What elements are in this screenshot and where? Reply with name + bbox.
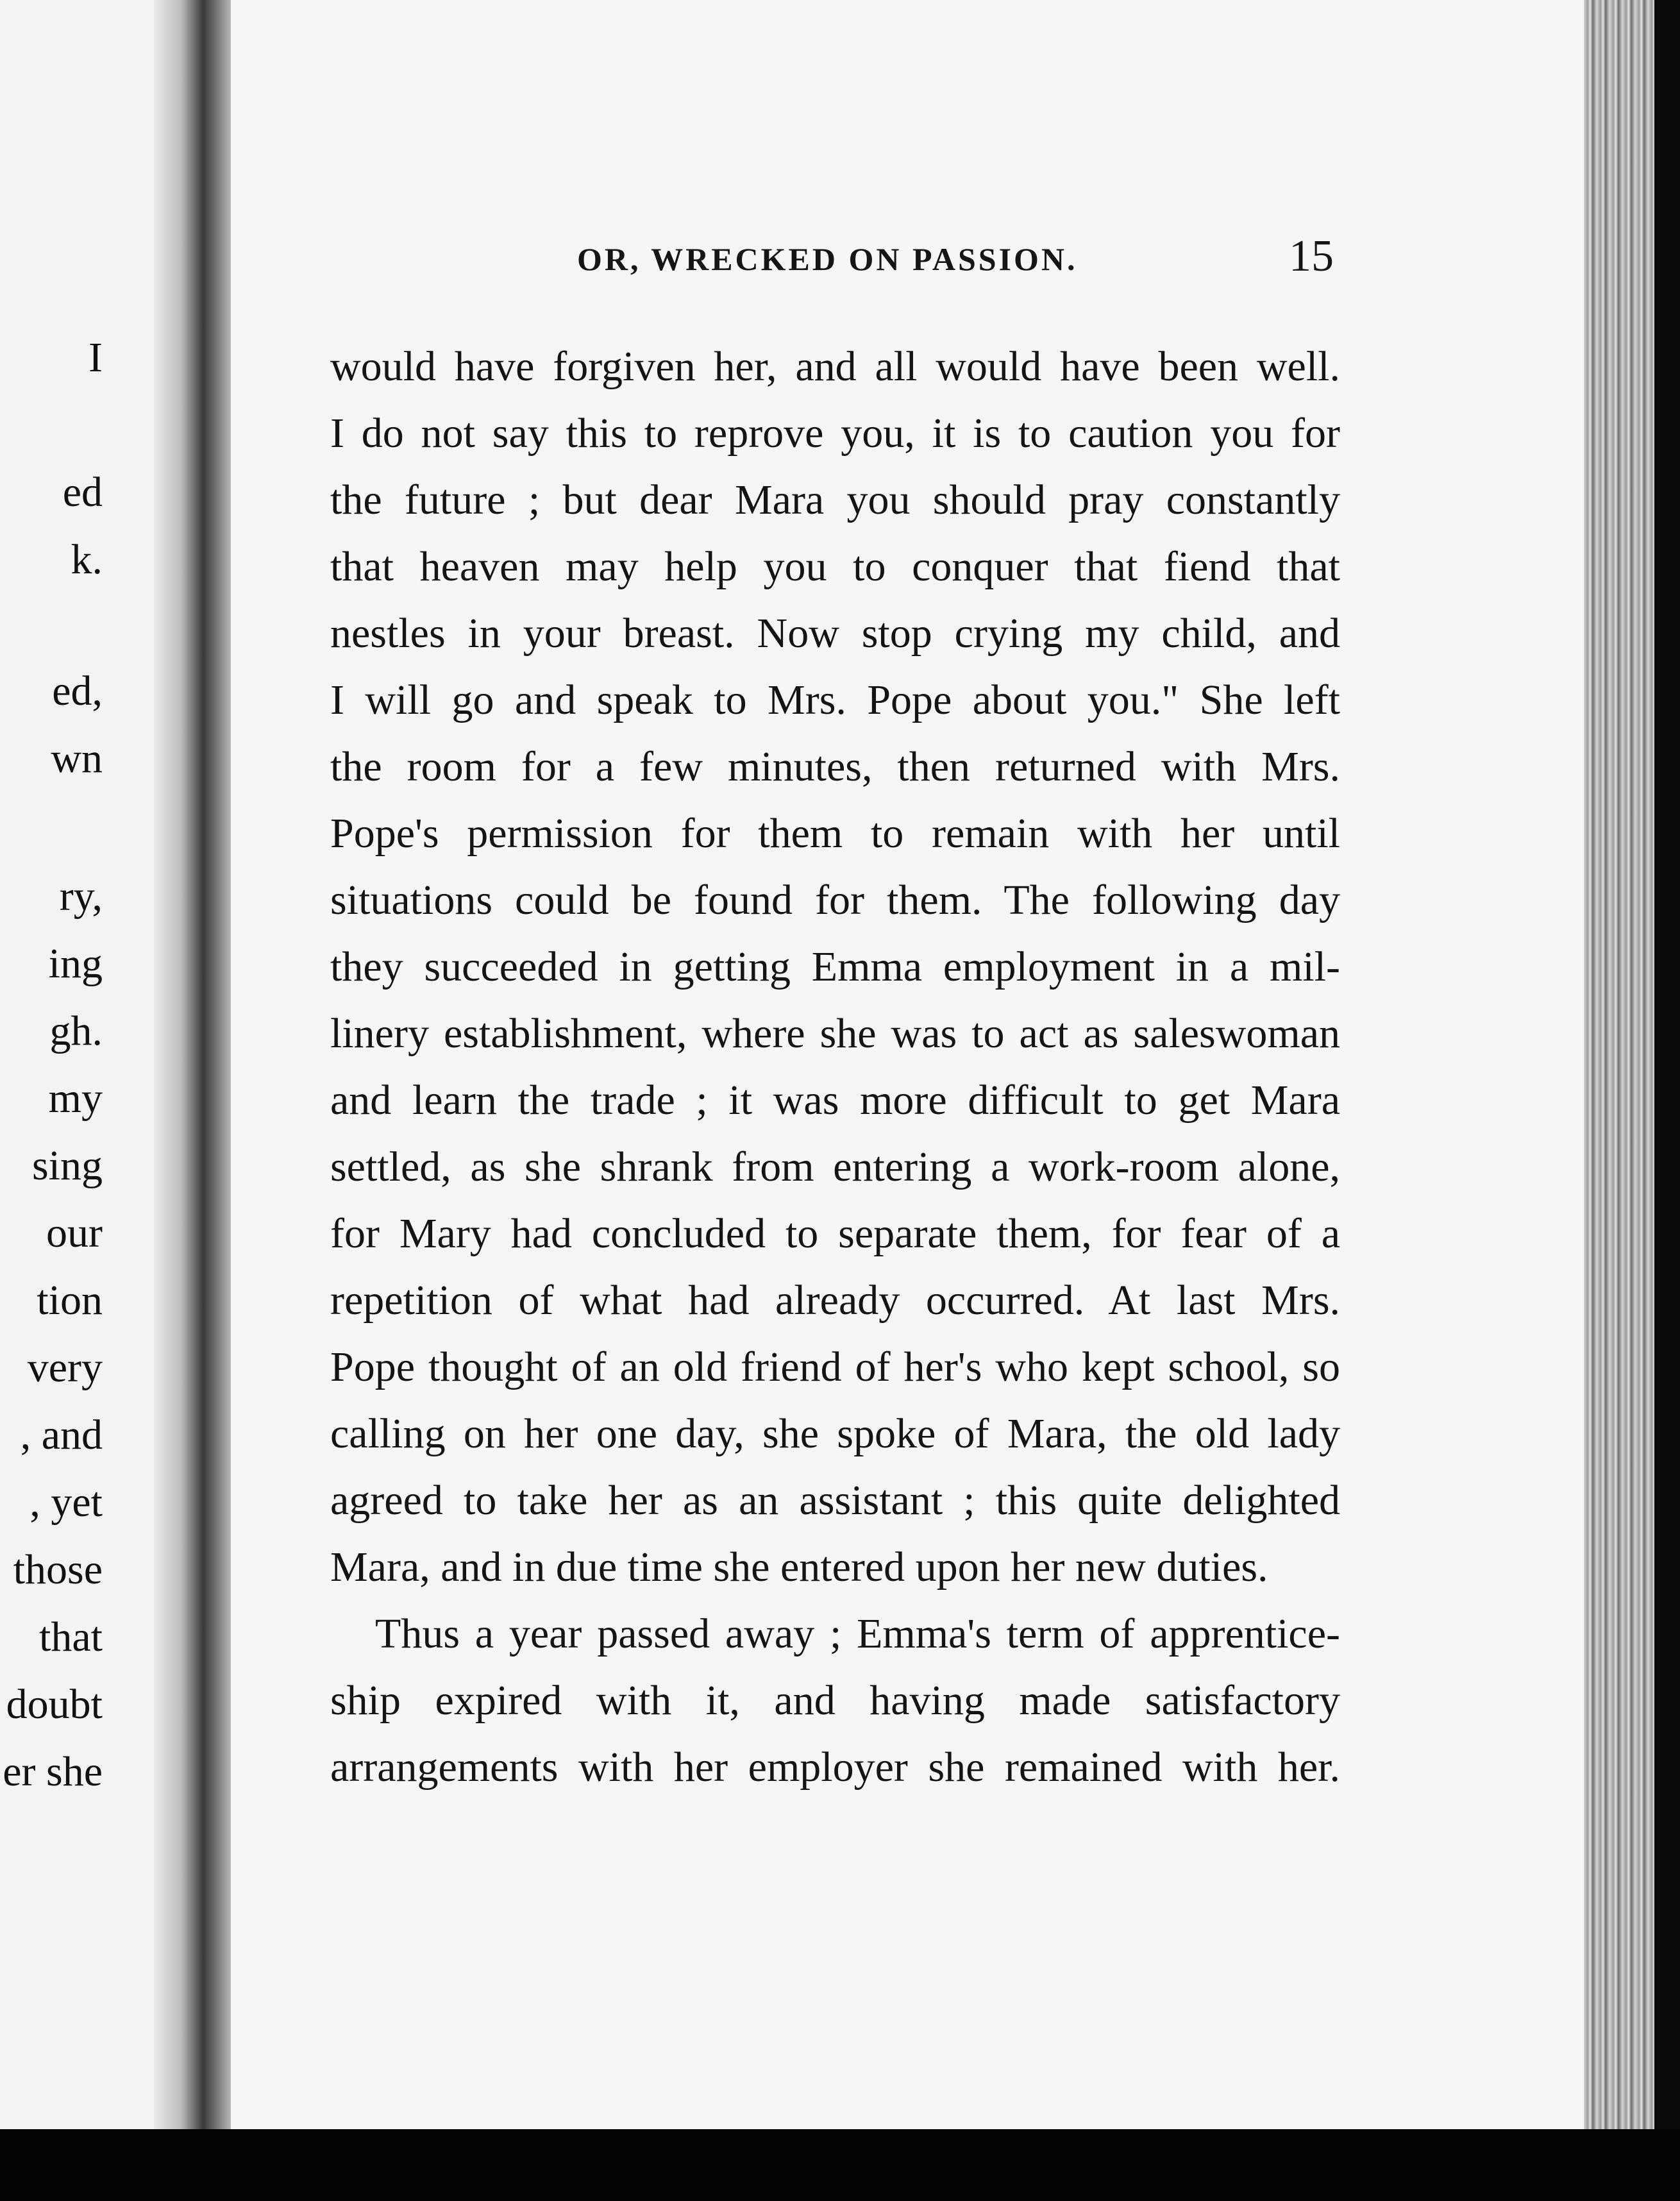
page-edges (1584, 0, 1654, 2129)
text-line: calling on her one day, she spoke of Mara, the old lady (330, 1410, 1340, 1457)
paragraph-start-line: Thus a year passed away ; Emma's term of apprentice- (375, 1610, 1340, 1657)
left-fragment: sing (31, 1142, 103, 1189)
text-line: for Mary had concluded to separate them, for fear of a (330, 1210, 1340, 1257)
left-fragment: that (39, 1614, 103, 1660)
text-line: that heaven may help you to conquer that fiend that (330, 543, 1340, 590)
text-line: would have forgiven her, and all would have been well. (330, 343, 1340, 390)
left-fragment: doubt (6, 1681, 103, 1728)
text-line: settled, as she shrank from entering a work-room alone, (330, 1143, 1340, 1190)
left-fragment: my (48, 1075, 103, 1122)
left-fragment: ing (48, 940, 103, 987)
text-line: repetition of what had already occurred. At last Mrs. (330, 1277, 1340, 1324)
left-fragment: , yet (29, 1479, 103, 1526)
scan-bottom-edge (0, 2129, 1680, 2201)
page-number: 15 (1289, 232, 1334, 281)
text-line: agreed to take her as an assistant ; this quite delighted (330, 1477, 1340, 1524)
left-fragment: , and (20, 1412, 103, 1458)
left-fragment: k. (71, 536, 103, 583)
text-line: they succeeded in getting Emma employment in a mil- (330, 943, 1340, 990)
text-line: the future ; but dear Mara you should pray constantly (330, 476, 1340, 523)
left-fragment: I (88, 334, 103, 381)
text-line: Mara, and in due time she entered upon her new duties. (330, 1544, 1268, 1590)
left-fragment: tion (37, 1277, 103, 1324)
left-fragment: ed, (52, 668, 103, 714)
text-line: I will go and speak to Mrs. Pope about you." She left (330, 677, 1340, 723)
left-fragment: ry, (59, 873, 103, 920)
text-line: nestles in your breast. Now stop crying my child, and (330, 610, 1340, 657)
running-head: OR, WRECKED ON PASSION. (577, 241, 1078, 277)
left-fragment: our (46, 1210, 103, 1256)
text-line: I do not say this to reprove you, it is to caution you for (330, 410, 1340, 457)
left-fragment: those (13, 1546, 103, 1593)
left-fragment: gh. (49, 1008, 103, 1054)
text-line: Pope's permission for them to remain with her until (330, 810, 1340, 857)
text-line: the room for a few minutes, then returned with Mrs. (330, 743, 1340, 790)
text-line: Pope thought of an old friend of her's who kept school, so (330, 1344, 1340, 1390)
text-line: arrangements with her employer she remained with her. (330, 1744, 1340, 1791)
left-fragment: wn (51, 735, 103, 782)
left-fragment: ed (62, 469, 103, 516)
text-line: situations could be found for them. The following day (330, 877, 1340, 923)
left-fragment: er she (3, 1748, 103, 1795)
left-fragment: very (27, 1344, 103, 1391)
text-line: and learn the trade ; it was more difficult to get Mara (330, 1077, 1340, 1124)
body-text (330, 333, 1340, 1801)
text-line: linery establishment, where she was to act as saleswoman (330, 1010, 1340, 1057)
book-gutter (154, 0, 244, 2129)
text-line: ship expired with it, and having made satisfactory (330, 1677, 1340, 1724)
